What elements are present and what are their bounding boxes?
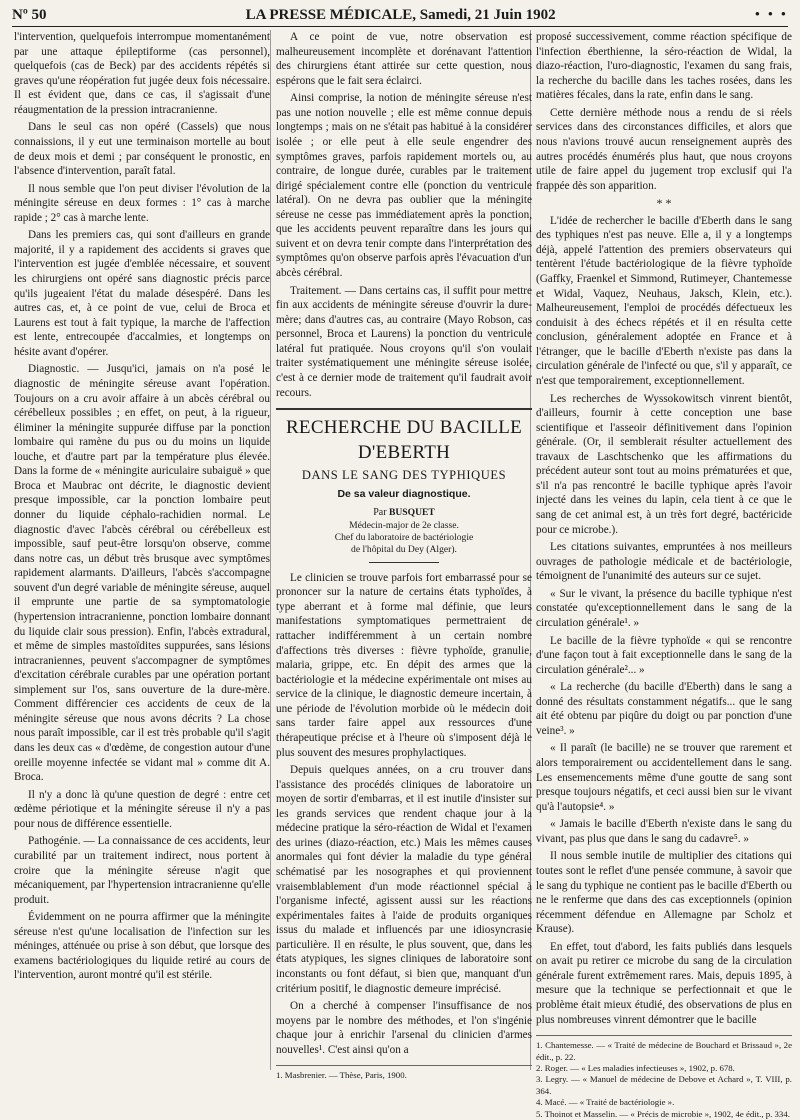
article-subtitle: DANS LE SANG DES TYPHIQUES xyxy=(301,468,507,483)
footnotes xyxy=(536,1035,792,1120)
column-middle xyxy=(276,30,532,1081)
paragraph: Il nous semble que l'on peut diviser l'évolution de la méningite séreuse en deux formes : 1° cas à marche rapide ; 2° cas à marche lente. xyxy=(14,182,270,224)
author-affiliation: de l'hôpital du Dey (Alger). xyxy=(351,543,457,555)
paragraph: Pathogénie. — La connaissance de ces accidents, leur curabilité par un traitement indirect, nous portent à croire que la méningite séreuse n'agit que mécaniquement, par l'hypertension intracranienne qu'elle produit. xyxy=(14,835,270,906)
paragraph: Diagnostic. — Jusqu'ici, jamais on n'a posé le diagnostic de méningite séreuse avant l'opération. Toujours on a cru avoir affaire à un abcès cérébral ou cérébelleux possibles ; en effet, on peut, à la rigueur, éliminer la méningite suppurée diffuse par la ponction lombaire qui ramène du pus ou du moins un liquide louche, et d'autre part par la température plus élevée. Dans la forme de « méningite auriculaire subaiguë » que Broca et Maubrac ont décrite, le diagnostic devient presque impossible, car la ponction lombaire peut donner du liquide céphalo-rachidien normal. Le diagnostic d'avec l'abcès cérébral ou cérébelleux est impossible, sauf peut-être lorsqu'on observe, comme dans notre cas, un début très brusque avec symptômes rapidement alarmants. D'ailleurs, l'abcès s'accompagne souvent d'un degré variable de méningite séreuse, auquel il emprunte une partie de sa symptomatologie (hypertension intracranienne, ponction lombaire donnant du liquide clair sous pression). Enfin, l'abcès extradural, et même de simples mastoïdites suppurées, sans lésions intracraniennes, peuvent s'accompagner de symptômes d'excitation cérébrale curables par une opération portant simplement sur l'os, sans ouverture de la dure-mère. Comment différencier ces accidents de ceux de la méningite séreuse que nous avons décrits ? La chose nous paraît impossible, car il est très probable qu'il s'agit dans les deux cas « d'œdème, de congestion autour d'une oreille moyenne infectée se vidant mal » comme dit A. Broca. xyxy=(14,363,270,784)
footnote: 3. Legry. — « Manuel de médecine de Debove et Achard », T. VIII, p. 364. xyxy=(536,1074,792,1096)
journal-title: LA PRESSE MÉDICALE, Samedi, 21 Juin 1902 xyxy=(245,6,556,23)
footnote: 2. Roger. — « Les maladies infectieuses », 1902, p. 678. xyxy=(536,1063,735,1073)
paragraph: En effet, tout d'abord, les faits publiés dans lesquels on avait pu retirer ce microbe du sang de la circulation générale furent extrêmement rares. Mais, depuis 1895, à mesure que la technique se perfectionnait et que le problème était mieux étudié, des observations de plus en plus nombreuses vinrent démontrer que le bacille xyxy=(536,940,792,1026)
paragraph: Cette dernière méthode nous a rendu de si réels services dans des circonstances difficiles, et alors que nous n'avions trouvé aucun renseignement auprès des autres procédés énumérés plus haut, que nous croyons utile de faire appel du jugement trop exclusif qui l'a frappée dès son apparition. xyxy=(536,106,792,192)
paragraph: Ainsi comprise, la notion de méningite séreuse n'est pas une notion nouvelle ; elle est même connue depuis longtemps ; mais on ne s'était pas habitué à la considérer isolée ; or elle peut à elle seule engendrer des symptômes graves, parfois rapidement mortels ou, au contraire, de longue durée, curables par le traitement dirigé spécialement contre elle (ponction du ventricule latéral). On ne devra pas oublier que la méningite séreuse ne cesse pas immédiatement après la ponction, que les accidents peuvent reparaître dans les jours qui suivent et on devra tenir compte dans l'interprétation des symptômes qu'on observe parfois après l'évacuation d'un abcès cérébral. xyxy=(276,92,532,279)
page-header xyxy=(12,4,788,27)
footnote: 5. Thoinot et Masselin. — « Précis de microbie », 1902, 4e édit., p. 334. xyxy=(536,1108,790,1119)
footnote: 4. Macé. — « Traité de bactériologie ». xyxy=(536,1097,675,1108)
paragraph: Depuis quelques années, on a cru trouver dans l'assistance des procédés cliniques de laboratoire un moyen de sortir d'embarras, et il est inutile d'insister sur les grands services que rendent chaque jour à la médecine pratique la séro-réaction de Widal et l'examen des urines (diazo-réaction, etc.) Mais les mêmes causes anormales qui font dévier la maladie du type général schématisé par les nosographes et qui proviennent vraisemblablement d'un mode réactionnel spécial à l'organisme infecté, agissent aussi sur les réactions expérimentales faites à l'aide de produits organiques issus du malade et influencés par une idiosyncrasie particulière. Il en résulte, le plus souvent, que, dans les états atypiques, les signes cliniques de laboratoire sont inconstants ou font défaut, si bien que, manquant d'un critérium positif, le diagnostic demeure imprécisé. xyxy=(276,764,532,995)
article-heading xyxy=(276,408,532,563)
column-right xyxy=(536,30,792,1119)
issue-number: Nº 50 xyxy=(12,6,47,23)
paragraph: « Sur le vivant, la présence du bacille typhique n'est constatée qu'exceptionnellement dans le sang de la circulation générale¹. » xyxy=(536,587,792,629)
author-affiliation: Chef du laboratoire de bactériologie xyxy=(334,531,474,543)
header-marks: • • • xyxy=(754,6,788,23)
paragraph: A ce point de vue, notre observation est malheureusement incomplète et dorénavant l'attention des chirurgiens étant attirée sur cette question, nous espérons que le fait sera éclairci. xyxy=(276,31,532,87)
paragraph: Dans le seul cas non opéré (Cassels) que nous connaissions, il y eut une terminaison mortelle au bout de deux mois et demi ; par conséquent le pronostic, en l'absence d'intervention, paraît fatal. xyxy=(14,121,270,178)
paragraph: l'intervention, quelquefois interrompue momentanément par une attaque épileptiforme (cas personnel), quelquefois (cas de Beck) par des accidents répétés si graves qu'une réopération fut jugée deux fois nécessaire. Il est évident que, dans ce cas, il s'agissait d'une réaugmentation de la pression intracranienne. xyxy=(14,31,270,116)
paragraph: L'idée de rechercher le bacille d'Eberth dans le sang des typhiques n'est pas neuve. Elle a, il y a longtemps déjà, appelé l'attention des premiers observateurs qui tentèrent l'étude bactériologique de la fièvre typhoïde (Gaffky, Fraenkel et Simmond, Rutimeyer, Chantemesse et Widal, Vaquez, Neuhaus, Jaksch, Klein, etc.). Malheureusement, l'emploi de procédés défectueux les conduisit à des échecs répétés et il en résulta cette conclusion, généralement adoptée en France et à l'étranger, que le bacille d'Eberth n'existe pas dans la circulation générale de l'infecté ou que, s'il y apparaît, ce n'est que temporairement, exceptionnellement. xyxy=(536,214,792,387)
article-tagline: De sa valeur diagnostique. xyxy=(337,487,471,500)
byline-by: Par xyxy=(373,507,387,519)
paragraph: Les recherches de Wyssokowitsch vinrent bientôt, d'ailleurs, fournir à cette conception une base scientifique et l'asseoir définitivement dans l'opinion générale. (Or, il semblerait résulter actuellement des travaux de Laschtschenko que les affirmations du précédent auteur sont tout au moins prématurées et que, s'il n'a pas rencontré le bacille typhique après l'avoir injecté dans les veines du lapin, cela tient à ce que le sang de cet animal est, à un très fort degré, bactéricide pour ce microbe.). xyxy=(536,392,792,536)
paragraph: On a cherché à compenser l'insuffisance de nos moyens par le nombre des méthodes, et l'on s'ingénie chaque jour à enrichir l'arsenal du clinicien d'armes nouvelles¹. C'est ainsi qu'on a xyxy=(276,1000,532,1056)
article-title: RECHERCHE DU BACILLE D'EBERTH xyxy=(285,417,523,463)
footnote: 1. Chantemesse. — « Traité de médecine de Bouchard et Brissaud », 2e édit., p. 22. xyxy=(536,1040,792,1062)
column-rule xyxy=(270,30,271,1070)
paragraph: Le clinicien se trouve parfois fort embarrassé pour se prononcer sur la nature de certains états typhoïdes, à type aberrant et à forme mal définie, que leurs manifestations symptomatiques permettraient de rattacher indifféremment à un certain nombre d'affections très diverses : fièvre typhoïde, granulie, malaria, grippe, etc. En dépit des armes que la bactériologie et la médecine expérimentale ont mises au service de la clinique, le diagnostic demeure incertain, à une période de l'évolution morbide où le médecin doit sans tarder faire appel aux ressources d'une thérapeutique précise et à l'heure où s'imposent déjà le plus souvent des mesures prophylactiques. xyxy=(276,571,532,759)
paragraph: « La recherche (du bacille d'Eberth) dans le sang a donné des résultats constamment négatifs... que le sang ait été obtenu par piqûre du doigt ou par ponction d'une veine³. » xyxy=(536,681,792,737)
author-name: BUSQUET xyxy=(388,507,435,519)
paragraph: Dans les premiers cas, qui sont d'ailleurs en grande majorité, il y a rapidement des accidents si graves que l'intervention est jugée d'emblée nécessaire, et souvent les chirurgiens ont opéré sans diagnostic précis parce qu'ils jugeaient l'état du malade désespéré. Dans les autres cas, et, à ce point de vue, celui de Broca et Laurens est tout à fait typique, la marche de l'affection est lente, entrecoupée d'accalmies, et longtemps on hésite avant d'opérer. xyxy=(14,229,270,358)
column-left xyxy=(14,30,270,1078)
footnote: 1. Masbrenier. — Thèse, Paris, 1900. xyxy=(276,1070,407,1081)
byline xyxy=(276,507,532,555)
footnotes xyxy=(276,1065,532,1081)
paragraph: Le bacille de la fièvre typhoïde « qui se rencontre d'une façon tout à fait exceptionnelle dans le sang de la circulation générale²... » xyxy=(536,634,792,676)
paragraph: Il n'y a donc là qu'une question de degré : entre cet œdème périotique et la méningite séreuse il n'y a pas pour nous de différence essentielle. xyxy=(14,788,270,830)
heading-rule xyxy=(369,562,439,563)
author-affiliation: Médecin-major de 2e classe. xyxy=(349,519,459,531)
paragraph: Les citations suivantes, empruntées à nos meilleurs ouvrages de pathologie médicale et de bactériologie, témoignent de l'unanimité des auteurs sur ce sujet. xyxy=(536,541,792,583)
paragraph: Traitement. — Dans certains cas, il suffit pour mettre fin aux accidents de méningite séreuse d'ouvrir la dure-mère; dans d'autres cas, au contraire (Mayo Robson, cas personnel, Broca et Laurens) la ponction du ventricule latéral fut pratiquée. Nous croyons qu'il s'on voulait traiter systématiquement une méningite séreuse isolée, c'est à ce dernier mode de traitement qu'il faudrait avoir recours. xyxy=(276,284,532,399)
paragraph: « Jamais le bacille d'Eberth n'existe dans le sang du vivant, pas plus que dans le sang du cadavre⁵. » xyxy=(536,818,792,845)
section-separator: * * xyxy=(656,196,672,211)
paragraph: proposé successivement, comme réaction spécifique de l'infection éberthienne, la séro-réaction de Widal, la diazo-réaction, l'uro-diagnostic, l'examen du sang frais, la recherche du bacille dans les taches rosées, dans les matières fécales, dans la rate, enfin dans le sang. xyxy=(536,31,792,102)
paragraph: Il nous semble inutile de multiplier des citations qui toutes sont le reflet d'une pensée commune, à savoir que le sang du typhique ne contient pas le bacille d'Eberth ou ne le renferme que dans des cas exceptionnels (opinion récemment défendue en Allemagne par Scholz et Krause). xyxy=(536,850,792,936)
paragraph: Évidemment on ne pourra affirmer que la méningite séreuse n'est qu'une localisation de l'infection sur les méninges, atténuée ou prise à son début, que lorsque des examens bactériologiques du liquide retiré au cours de l'intervention, auront montré qu'il est stérile. xyxy=(14,911,270,982)
paragraph: « Il paraît (le bacille) ne se trouver que rarement et alors temporairement ou accidentellement dans le sang. Les ensemencements même d'une goutte de sang sont presque toujours négatifs, et ceci aussi bien sur le vivant qu'à l'autopsie⁴. » xyxy=(536,742,792,813)
